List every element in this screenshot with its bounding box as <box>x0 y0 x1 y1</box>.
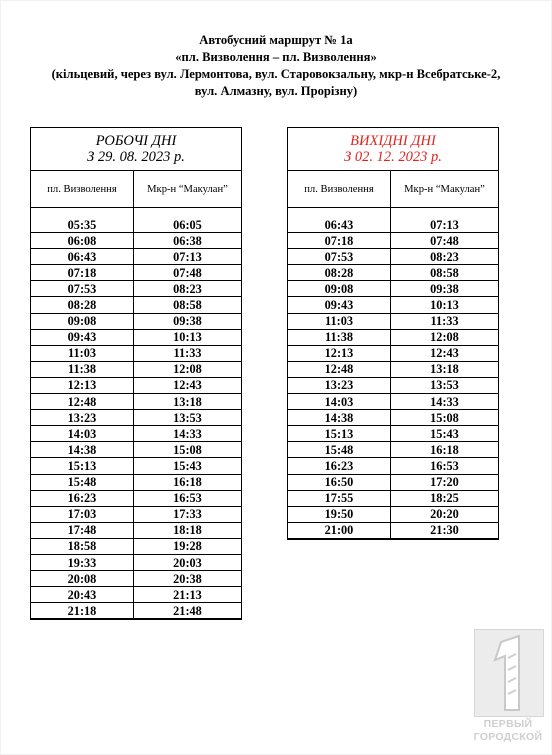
weekday-row <box>31 217 242 233</box>
weekday-departure-time: 14:03 <box>31 426 134 442</box>
weekday-row <box>31 265 242 281</box>
weekday-row <box>31 426 242 442</box>
weekday-departure-time: 11:38 <box>31 361 134 377</box>
weekday-arrival-time: 09:38 <box>134 313 242 329</box>
weekend-departure-time: 17:55 <box>288 490 391 506</box>
route-via-line-2: вул. Алмазну, вул. Прорізну) <box>194 84 358 98</box>
weekday-departure-time: 20:08 <box>31 571 134 587</box>
weekday-row <box>31 587 242 603</box>
weekend-departure-time: 07:18 <box>288 233 391 249</box>
weekend-arrival-time: 13:53 <box>391 377 499 393</box>
weekday-departure-time: 12:48 <box>31 394 134 410</box>
weekday-row <box>31 281 242 297</box>
weekend-arrival-time: 16:53 <box>391 458 499 474</box>
weekday-row <box>31 394 242 410</box>
weekend-departure-time: 21:00 <box>288 522 391 539</box>
weekend-row <box>288 281 499 297</box>
weekday-departure-time: 05:35 <box>31 217 134 233</box>
weekday-row <box>31 313 242 329</box>
weekday-arrival-time: 13:53 <box>134 410 242 426</box>
weekday-row <box>31 603 242 620</box>
weekend-row <box>288 265 499 281</box>
weekend-row <box>288 377 499 393</box>
weekend-arrival-time: 18:25 <box>391 490 499 506</box>
watermark-line-1: ПЕРВЫЙ <box>483 718 533 730</box>
weekend-arrival-time: 13:18 <box>391 361 499 377</box>
weekday-arrival-time: 08:58 <box>134 297 242 313</box>
weekday-row <box>31 554 242 570</box>
weekday-start-date: З 29. 08. 2023 р. <box>87 149 185 165</box>
weekday-arrival-time: 14:33 <box>134 426 242 442</box>
weekend-departure-time: 11:38 <box>288 329 391 345</box>
weekend-row <box>288 442 499 458</box>
weekend-row <box>288 490 499 506</box>
weekday-row <box>31 377 242 393</box>
weekend-row <box>288 217 499 233</box>
weekend-row <box>288 458 499 474</box>
weekend-arrival-time: 07:48 <box>391 233 499 249</box>
weekend-departure-time: 15:13 <box>288 426 391 442</box>
weekday-row <box>31 442 242 458</box>
weekend-title: ВИХІДНІ ДНІ <box>350 133 436 149</box>
weekend-departure-time: 15:48 <box>288 442 391 458</box>
weekday-departure-time: 11:03 <box>31 345 134 361</box>
weekday-arrival-time: 18:18 <box>134 522 242 538</box>
weekday-row <box>31 538 242 554</box>
weekend-arrival-time: 11:33 <box>391 313 499 329</box>
weekday-row <box>31 458 242 474</box>
weekday-departure-time: 17:03 <box>31 506 134 522</box>
weekday-arrival-time: 06:38 <box>134 233 242 249</box>
weekday-row <box>31 490 242 506</box>
weekend-departure-time: 12:48 <box>288 361 391 377</box>
weekend-departure-time: 11:03 <box>288 313 391 329</box>
weekend-title-cell <box>288 128 499 171</box>
weekday-departure-time: 15:48 <box>31 474 134 490</box>
weekend-arrival-time: 17:20 <box>391 474 499 490</box>
weekend-arrival-time: 12:43 <box>391 345 499 361</box>
weekday-arrival-time: 21:48 <box>134 603 242 620</box>
weekday-arrival-time: 07:13 <box>134 249 242 265</box>
weekday-departure-time: 15:13 <box>31 458 134 474</box>
weekday-row <box>31 474 242 490</box>
weekend-arrival-time: 10:13 <box>391 297 499 313</box>
weekday-departure-time: 12:13 <box>31 377 134 393</box>
weekday-col-header-1: пл. Визволення <box>31 171 134 208</box>
weekday-departure-time: 21:18 <box>31 603 134 620</box>
weekend-row <box>288 522 499 539</box>
route-title: Автобусний маршрут № 1а <box>199 33 353 47</box>
weekend-row <box>288 313 499 329</box>
weekday-departure-time: 13:23 <box>31 410 134 426</box>
weekday-arrival-time: 15:08 <box>134 442 242 458</box>
weekday-arrival-time: 15:43 <box>134 458 242 474</box>
weekday-departure-time: 17:48 <box>31 522 134 538</box>
weekend-arrival-time: 16:18 <box>391 442 499 458</box>
weekday-arrival-time: 12:43 <box>134 377 242 393</box>
weekday-arrival-time: 07:48 <box>134 265 242 281</box>
route-header <box>0 32 552 100</box>
weekend-departure-time: 14:38 <box>288 410 391 426</box>
weekend-departure-time: 13:23 <box>288 377 391 393</box>
weekend-departure-time: 08:28 <box>288 265 391 281</box>
weekend-departure-time: 12:13 <box>288 345 391 361</box>
weekday-arrival-time: 16:18 <box>134 474 242 490</box>
weekend-arrival-time: 15:43 <box>391 426 499 442</box>
weekday-row <box>31 297 242 313</box>
weekday-arrival-time: 13:18 <box>134 394 242 410</box>
route-endpoints: «пл. Визволення – пл. Визволення» <box>175 50 377 64</box>
weekend-col-header-1: пл. Визволення <box>288 171 391 208</box>
weekday-row <box>31 506 242 522</box>
weekday-arrival-time: 06:05 <box>134 217 242 233</box>
weekend-arrival-time: 07:13 <box>391 217 499 233</box>
weekday-arrival-time: 12:08 <box>134 361 242 377</box>
weekday-departure-time: 06:43 <box>31 249 134 265</box>
weekday-title-cell <box>31 128 242 171</box>
weekend-row <box>288 345 499 361</box>
weekend-row <box>288 394 499 410</box>
weekend-arrival-time: 09:38 <box>391 281 499 297</box>
weekend-departure-time: 07:53 <box>288 249 391 265</box>
weekend-spacer-2 <box>391 208 499 218</box>
weekday-arrival-time: 19:28 <box>134 538 242 554</box>
weekend-departure-time: 16:23 <box>288 458 391 474</box>
weekday-departure-time: 19:33 <box>31 554 134 570</box>
weekday-departure-time: 09:08 <box>31 313 134 329</box>
weekday-departure-time: 09:43 <box>31 329 134 345</box>
weekday-departure-time: 07:53 <box>31 281 134 297</box>
logo-1-icon <box>474 629 544 717</box>
weekend-departure-time: 19:50 <box>288 506 391 522</box>
weekend-row <box>288 426 499 442</box>
weekend-departure-time: 09:08 <box>288 281 391 297</box>
route-via-line-1: (кільцевий, через вул. Лермонтова, вул. Старовокзальну, мкр-н Всебратське-2, <box>51 67 501 81</box>
weekday-row <box>31 233 242 249</box>
weekend-arrival-time: 08:58 <box>391 265 499 281</box>
weekend-arrival-time: 08:23 <box>391 249 499 265</box>
weekday-departure-time: 07:18 <box>31 265 134 281</box>
weekday-departure-time: 20:43 <box>31 587 134 603</box>
weekday-row <box>31 361 242 377</box>
weekday-schedule-table <box>30 127 242 620</box>
weekend-departure-time: 14:03 <box>288 394 391 410</box>
watermark-logo <box>472 629 544 747</box>
weekend-row <box>288 474 499 490</box>
weekday-arrival-time: 21:13 <box>134 587 242 603</box>
weekday-arrival-time: 08:23 <box>134 281 242 297</box>
weekend-row <box>288 249 499 265</box>
weekday-departure-time: 08:28 <box>31 297 134 313</box>
weekday-spacer-2 <box>134 208 242 218</box>
weekday-title: РОБОЧІ ДНІ <box>95 133 177 149</box>
weekend-row <box>288 361 499 377</box>
weekend-row <box>288 506 499 522</box>
weekend-departure-time: 16:50 <box>288 474 391 490</box>
weekday-row <box>31 329 242 345</box>
watermark-line-2: ГОРОДСКОЙ <box>473 731 543 743</box>
weekend-departure-time: 06:43 <box>288 217 391 233</box>
weekday-arrival-time: 20:03 <box>134 554 242 570</box>
weekend-start-date: З 02. 12. 2023 р. <box>344 149 442 165</box>
weekend-row <box>288 297 499 313</box>
weekend-arrival-time: 20:20 <box>391 506 499 522</box>
weekend-arrival-time: 21:30 <box>391 522 499 539</box>
weekday-spacer-1 <box>31 208 134 218</box>
weekend-arrival-time: 14:33 <box>391 394 499 410</box>
weekday-row <box>31 249 242 265</box>
weekday-arrival-time: 10:13 <box>134 329 242 345</box>
weekday-arrival-time: 17:33 <box>134 506 242 522</box>
weekday-row <box>31 410 242 426</box>
weekday-departure-time: 16:23 <box>31 490 134 506</box>
weekend-row <box>288 329 499 345</box>
weekend-arrival-time: 15:08 <box>391 410 499 426</box>
weekday-row <box>31 345 242 361</box>
weekday-departure-time: 18:58 <box>31 538 134 554</box>
weekend-col-header-2: Мкр-н “Макулан” <box>391 171 499 208</box>
weekday-row <box>31 522 242 538</box>
weekday-col-header-2: Мкр-н “Макулан” <box>134 171 242 208</box>
weekday-departure-time: 06:08 <box>31 233 134 249</box>
weekend-schedule-table <box>287 127 499 540</box>
weekday-row <box>31 571 242 587</box>
weekend-arrival-time: 12:08 <box>391 329 499 345</box>
weekday-arrival-time: 11:33 <box>134 345 242 361</box>
weekend-row <box>288 233 499 249</box>
weekday-arrival-time: 16:53 <box>134 490 242 506</box>
weekday-departure-time: 14:38 <box>31 442 134 458</box>
weekend-spacer-1 <box>288 208 391 218</box>
weekend-departure-time: 09:43 <box>288 297 391 313</box>
weekday-arrival-time: 20:38 <box>134 571 242 587</box>
weekend-row <box>288 410 499 426</box>
